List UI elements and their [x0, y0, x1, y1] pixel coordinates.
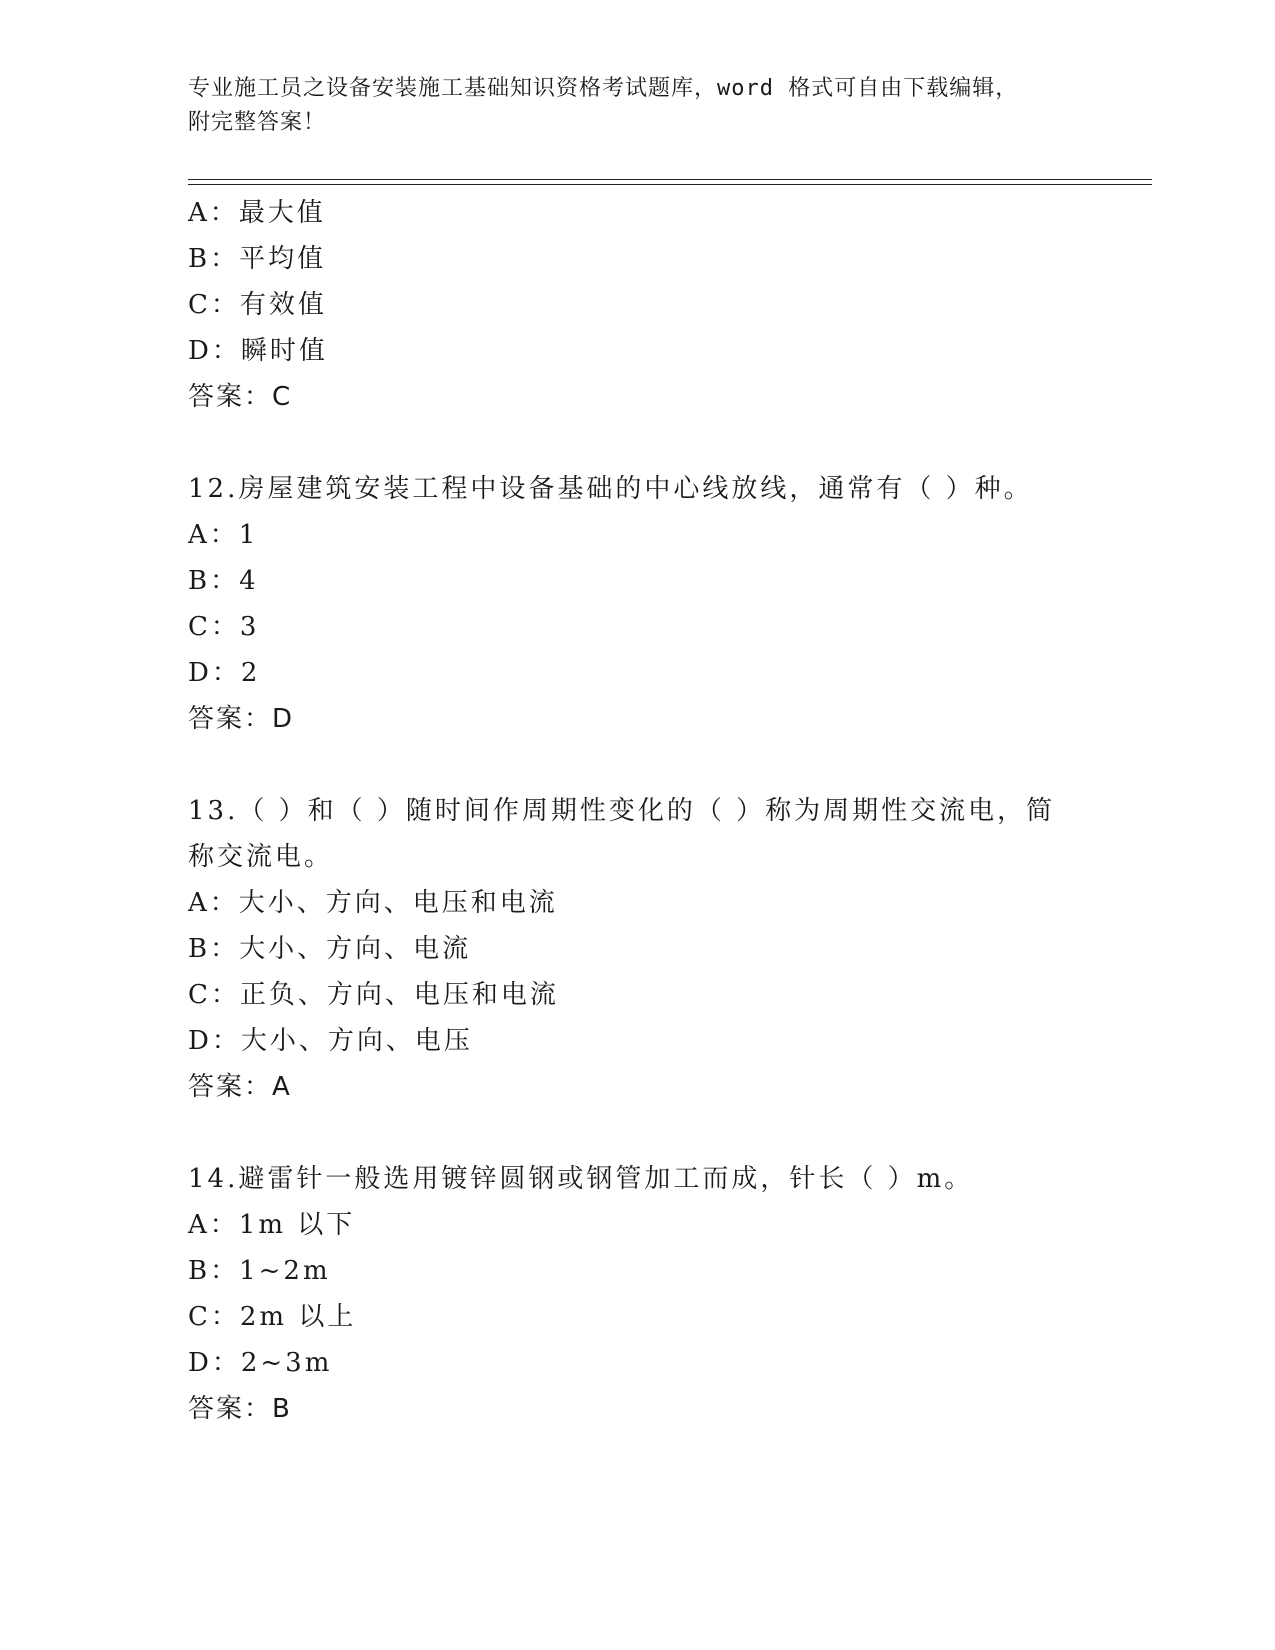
spacer	[188, 742, 1088, 788]
header-divider-top	[188, 179, 1152, 180]
question-11-block	[188, 190, 1088, 420]
q11-option-a: A：最大值	[188, 198, 326, 228]
q13-question-line-1: 13.（ ）和（ ）随时间作周期性变化的（ ）称为周期性交流电，简	[188, 796, 1056, 826]
q14-question: 14.避雷针一般选用镀锌圆钢或钢管加工而成，针长（ ）m。	[188, 1164, 974, 1194]
spacer	[188, 420, 1088, 466]
spacer	[188, 1110, 1088, 1156]
q12-option-b: B：4	[188, 566, 259, 596]
q14-option-a: A：1m 以下	[188, 1210, 356, 1240]
q11-option-c: C：有效值	[188, 290, 327, 320]
q14-option-b: B：1~2m	[188, 1256, 331, 1286]
q12-question: 12.房屋建筑安装工程中设备基础的中心线放线，通常有（ ）种。	[188, 474, 1033, 504]
q11-option-d: D：瞬时值	[188, 336, 328, 366]
question-13-block	[188, 788, 1088, 1110]
q12-option-c: C：3	[188, 612, 260, 642]
q13-answer: 答案：A	[188, 1072, 292, 1102]
q14-option-c: C：2m 以上	[188, 1302, 357, 1332]
q11-option-b: B：平均值	[188, 244, 327, 274]
header-line-2: 附完整答案！	[188, 110, 327, 135]
q14-answer: 答案：B	[188, 1394, 292, 1424]
question-12-block	[188, 466, 1088, 742]
q14-option-d: D：2~3m	[188, 1348, 333, 1378]
header-divider-bottom	[188, 184, 1152, 185]
q13-question-line-2: 称交流电。	[188, 842, 334, 872]
header-line-1: 专业施工员之设备安装施工基础知识资格考试题库，word 格式可自由下载编辑，	[188, 76, 1019, 101]
q13-option-c: C：正负、方向、电压和电流	[188, 980, 559, 1010]
question-14-block	[188, 1156, 1088, 1432]
document-body	[188, 190, 1088, 1432]
q13-option-a: A：大小、方向、电压和电流	[188, 888, 558, 918]
q11-answer: 答案：C	[188, 382, 293, 412]
q13-option-d: D：大小、方向、电压	[188, 1026, 473, 1056]
q12-option-a: A：1	[188, 520, 259, 550]
q12-option-d: D：2	[188, 658, 261, 688]
q13-option-b: B：大小、方向、电流	[188, 934, 472, 964]
page-header	[188, 72, 1088, 140]
q12-answer: 答案：D	[188, 704, 295, 734]
